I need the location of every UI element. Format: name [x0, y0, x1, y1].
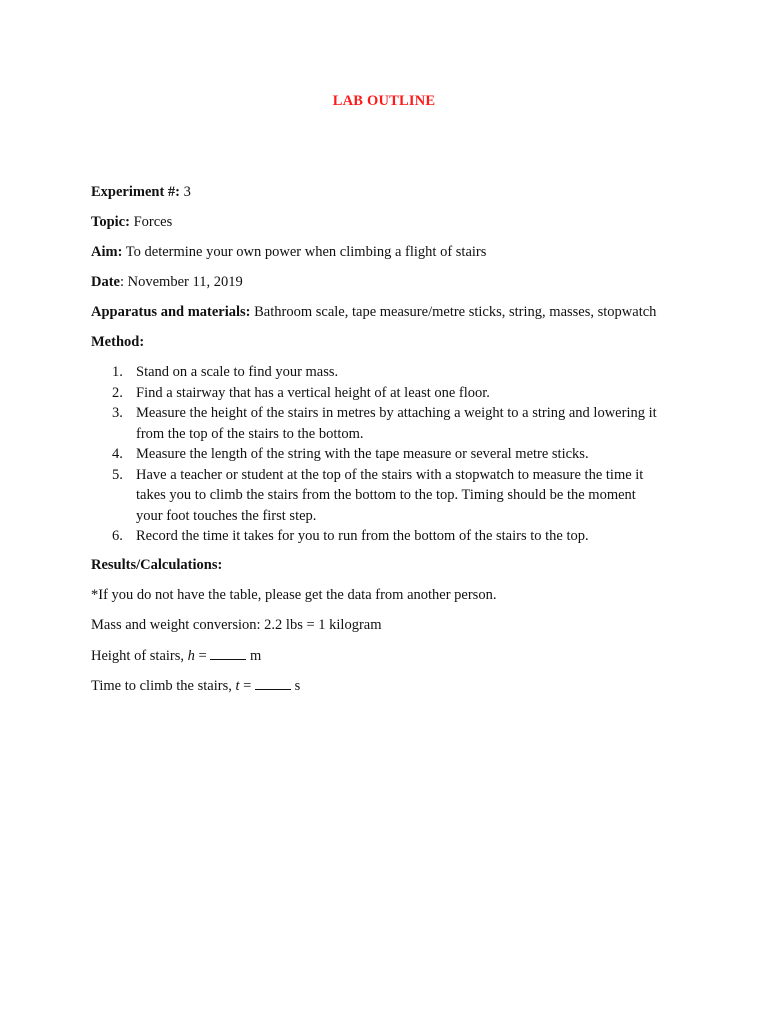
step-text: Stand on a scale to find your mass. [136, 364, 339, 380]
step-text: Measure the length of the string with the tape measure or several metre sticks. [136, 446, 589, 462]
date-label: Date [91, 274, 120, 290]
height-line [91, 646, 261, 666]
height-variable: h [187, 648, 195, 664]
height-equals: = [194, 648, 211, 664]
apparatus-label: Apparatus and materials: [91, 304, 251, 320]
page-title: LAB OUTLINE [332, 93, 436, 109]
height-unit: m [246, 648, 262, 664]
method-step [91, 444, 691, 465]
step-number: 6. [112, 528, 123, 544]
step-number: 2. [112, 384, 123, 401]
step-text-line-1: Have a teacher or student at the top of the stairs with a stopwatch to measure the time it [136, 466, 644, 483]
step-text-line-3: your foot touches the first step. [136, 507, 317, 524]
topic-label: Topic: [91, 214, 130, 230]
aim-label: Aim: [91, 244, 123, 260]
time-prefix: Time to climb the stairs, [91, 678, 236, 694]
method-heading: Method: [91, 334, 145, 350]
step-number: 3. [112, 405, 123, 421]
method-step [91, 403, 691, 444]
experiment-value: 3 [180, 184, 191, 200]
experiment-label: Experiment #: [91, 184, 180, 200]
topic-line [91, 212, 172, 232]
method-step [91, 383, 691, 404]
step-text-line-2: takes you to climb the stairs from the bottom to the top. Timing should be the moment [136, 487, 636, 503]
time-unit: s [290, 678, 301, 694]
step-number: 5. [112, 466, 123, 483]
aim-line [91, 242, 486, 262]
step-text-line-2: from the top of the stairs to the bottom. [136, 425, 364, 442]
time-equals: = [239, 678, 255, 694]
apparatus-line [91, 302, 656, 322]
step-text-line-1: Measure the height of the stairs in metres by attaching a weight to a string and lowering it [136, 405, 657, 421]
height-prefix: Height of stairs, [91, 648, 188, 664]
method-step [91, 362, 691, 383]
step-text: Record the time it takes for you to run from the bottom of the stairs to the top. [136, 528, 589, 544]
conversion-line: Mass and weight conversion: 2.2 lbs = 1 kilogram [91, 617, 382, 633]
experiment-line [91, 182, 191, 202]
step-number: 1. [112, 364, 123, 380]
step-text: Find a stairway that has a vertical height of at least one floor. [136, 384, 490, 401]
aim-value: To determine your own power when climbing a flight of stairs [122, 244, 487, 260]
apparatus-value: Bathroom scale, tape measure/metre sticks, string, masses, stopwatch [250, 304, 657, 320]
results-note: *If you do not have the table, please get the data from another person. [91, 587, 497, 603]
results-heading: Results/Calculations: [91, 557, 223, 573]
time-variable: t [235, 678, 240, 694]
step-number: 4. [112, 446, 123, 462]
date-line [91, 272, 243, 292]
height-blank[interactable] [210, 647, 246, 660]
method-step [91, 526, 691, 547]
method-step [91, 465, 691, 527]
date-value: : November 11, 2019 [120, 274, 243, 290]
topic-value: Forces [129, 214, 173, 230]
method-steps-list [91, 362, 691, 547]
time-blank[interactable] [255, 677, 291, 690]
time-line [91, 676, 300, 696]
